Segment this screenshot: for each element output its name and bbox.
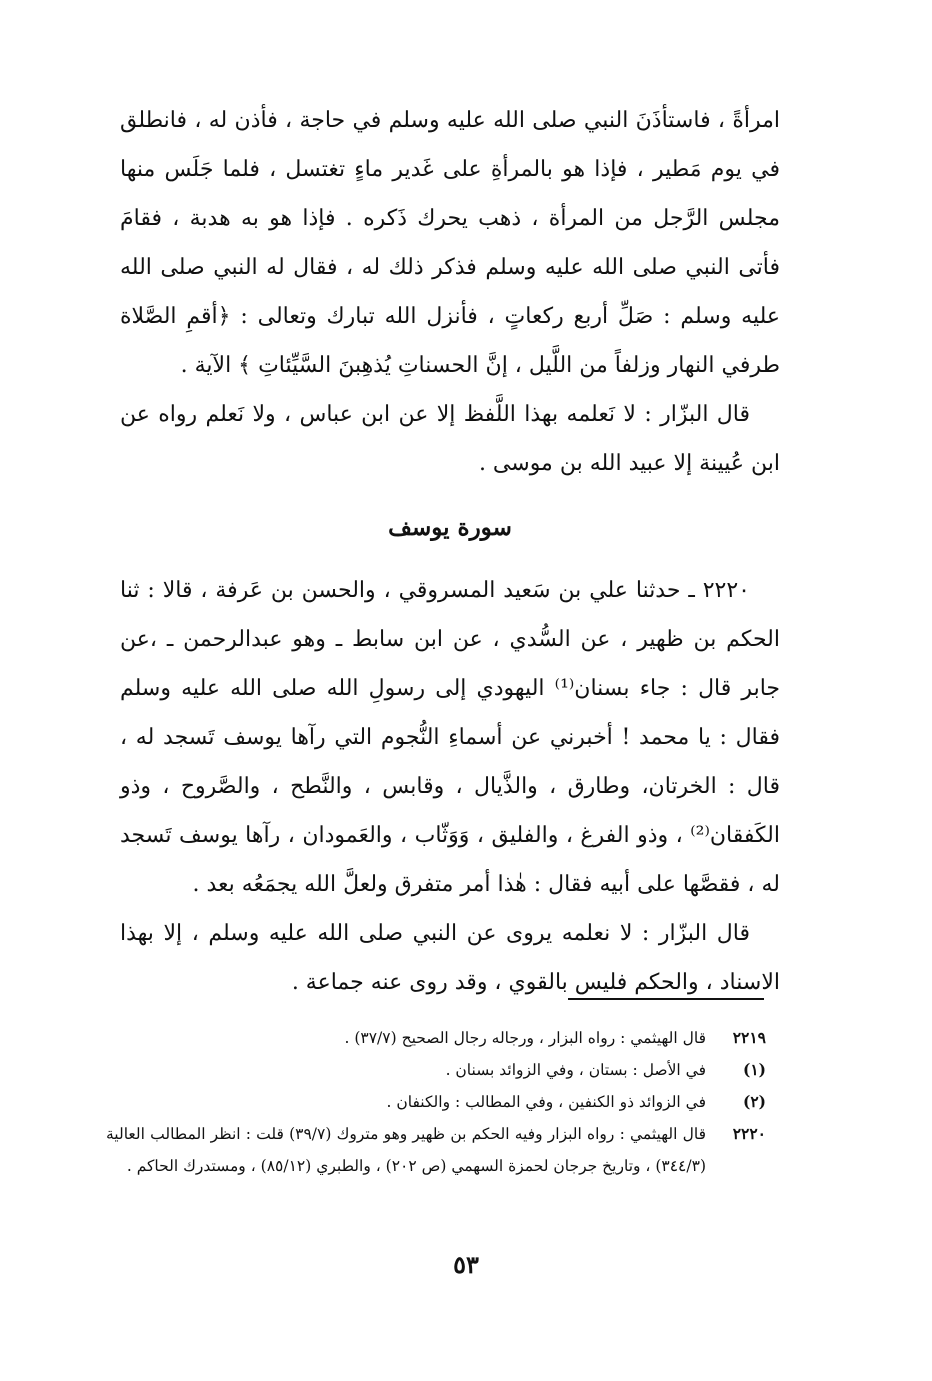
paragraph-hadith-2220: ٢٢٢٠ ـ حدثنا علي بن سَعيد المسروقي ، والحسن بن عَرفة ، قالا : ثنا الحكم بن ظهير ، عن السُّدي ، عن ابن سابط ـ وهو عبدالرحمن ـ ،عن جابر قال : جاء بسنان⁽¹⁾ اليهودي إلى رسولِ الله صلى الله عليه وسلم فقال : يا محمد ! أخبرني عن أسماءِ النُّجوم التي رآها يوسف تَسجد له ، قال : الخرتان، وطارق ، والذَّيال ، وقابس ، والنَّطح ، والصَّروح ، وذو الكَفقان⁽²⁾ ، وذو الفرغ ، والفليق ، وَوَثّاب ، والعَمودان ، رآها يوسف تَسجد له ، فقصَّها على أبيه فقال : هٰذا أمر متفرق ولعلَّ الله يجمَعُه بعد .	[120, 578, 780, 897]
footnote-number: ٢٢٢٠	[732, 1124, 766, 1143]
page-number: ٥٣	[453, 1250, 479, 1279]
footnote-divider	[568, 998, 764, 1000]
main-text-block	[120, 96, 780, 1007]
footnotes-block	[106, 1022, 766, 1182]
footnote-number: ٢٢١٩	[732, 1028, 766, 1047]
footnote-item	[106, 1086, 766, 1118]
footnote-item	[106, 1118, 766, 1182]
footnote-item	[106, 1054, 766, 1086]
footnote-text: في الأصل : بستان ، وفي الزوائد بسنان .	[445, 1061, 706, 1079]
footnote-text: قال الهيثمي : رواه البزار وفيه الحكم بن ظهير وهو متروك (٣٩/٧) قلت : انظر المطالب العالية (٣٤٤/٣) ، وتاريخ جرجان لحمزة السهمي (ص ٢٠٢) ، والطبري (٨٥/١٢) ، ومستدرك الحاكم .	[106, 1125, 706, 1175]
footnote-item	[106, 1022, 766, 1054]
footnote-number: (١)	[742, 1060, 766, 1079]
paragraph-hadith-continuation: امرأةً ، فاستأذَنَ النبي صلى الله عليه وسلم في حاجة ، فأذن له ، فانطلق في يوم مَطير ، فإذا هو بالمرأةِ على غَدير ماءٍ تغتسل ، فلما جَلَس منها مجلس الرَّجل من المرأة ، ذهب يحرك ذَكره . فإذا هو به هدبة ، فقامَ فأتى النبي صلى الله عليه وسلم فذكر ذلك له ، فقال له النبي صلى الله عليه وسلم : صَلِّ أربع ركعاتٍ ، فأنزل الله تبارك وتعالى : ﴿أقمِ الصَّلاة طرفي النهار وزلفاً من اللَّيل ، إنَّ الحسناتِ يُذهِبنَ السَّيِّئاتِ ﴾ الآية .	[120, 108, 780, 378]
paragraph-bazzar-comment-2: قال البزّار : لا نعلمه يروى عن النبي صلى الله عليه وسلم ، إلا بهذا الاسناد ، والحكم فليس بالقوي ، وقد روى عنه جماعة .	[120, 921, 780, 995]
paragraph-bazzar-comment-1: قال البزّار : لا نَعلمه بهذا اللَّفظ إلا عن ابن عباس ، ولا نَعلم رواه عن ابن عُيينة إلا عبيد الله بن موسى .	[120, 402, 780, 476]
footnote-number: (٢)	[742, 1092, 766, 1111]
footnote-text: في الزوائد ذو الكنفين ، وفي المطالب : والكنفان .	[386, 1093, 706, 1111]
section-heading-surah-yusuf: سورة يوسف	[388, 514, 512, 541]
footnote-text: قال الهيثمي : رواه البزار ، ورجاله رجال الصحيح (٣٧/٧) .	[344, 1029, 706, 1047]
